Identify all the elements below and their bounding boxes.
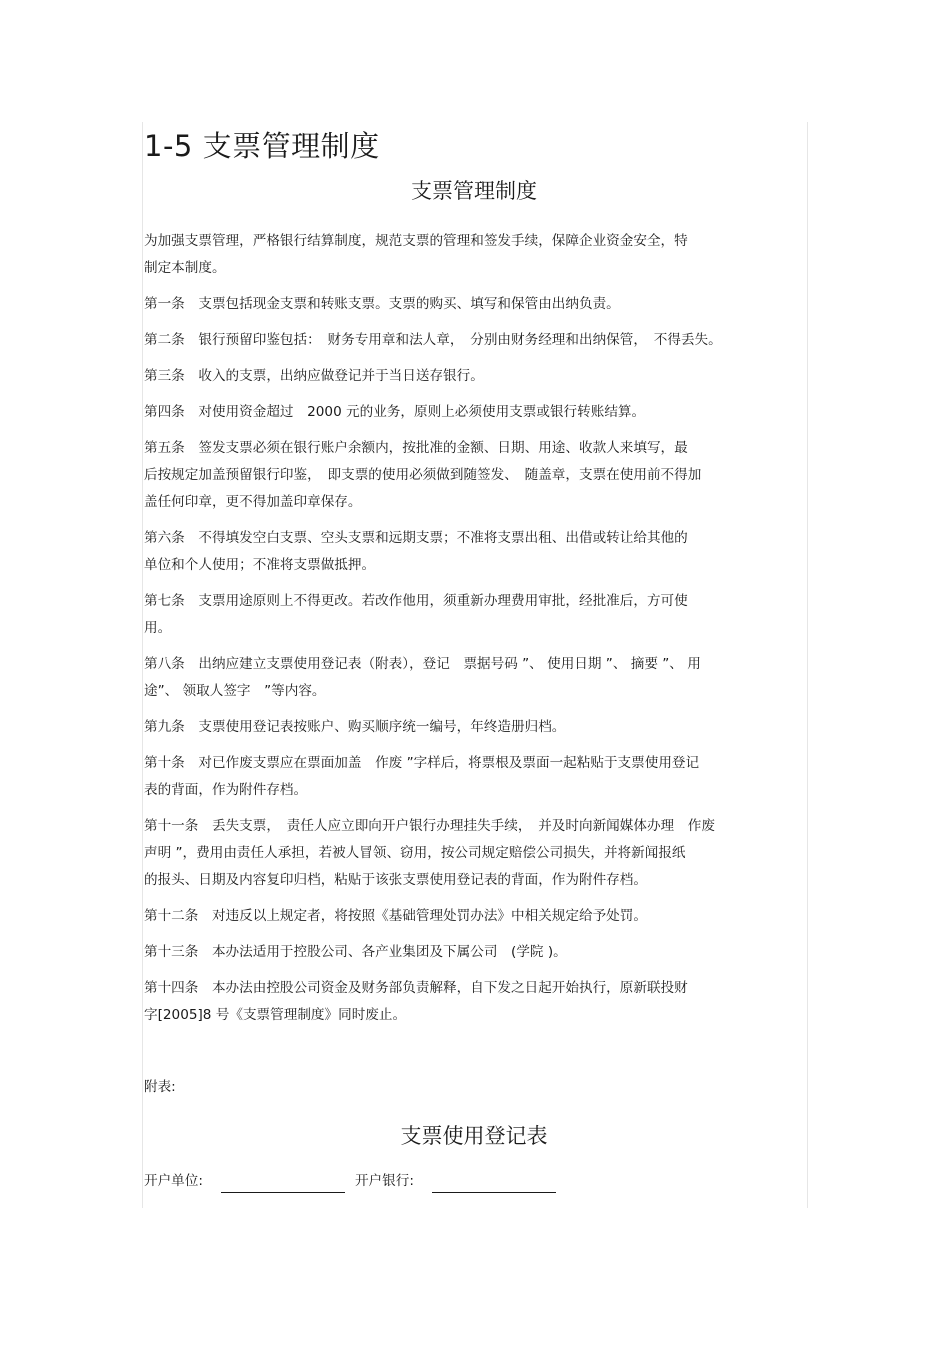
paragraph-article-3: 第三条 收入的支票，出纳应做登记并于当日送存银行。 (144, 368, 484, 384)
account-fields-row (144, 1169, 804, 1193)
paragraph-article-5: 第五条 签发支票必须在银行账户余额内，按批准的金额、日期、用途、收款人来填写，最 后按规定加盖预留银行印鉴， 即支票的使用必须做到随签发、 随盖章，支票在使用前不得加 盖任何印章，更不得加盖印章保存。 (144, 440, 702, 510)
account-bank-label: 开户银行: (354, 1173, 414, 1189)
paragraph-article-4: 第四条 对使用资金超过 2000 元的业务，原则上必须使用支票或银行转账结算。 (144, 404, 646, 420)
paragraph-article-13: 第十三条 本办法适用于控股公司、各产业集团及下属公司 (学院 )。 (144, 944, 567, 960)
document-title: 支票管理制度 (411, 179, 537, 203)
paragraph-article-11: 第十一条 丢失支票， 责任人应立即向开户银行办理挂失手续， 并及时向新闻媒体办理 作废 声明 ”，费用由责任人承担，若被人冒领、窃用，按公司规定赔偿公司损失，并将新闻报纸 的报头、日期及内容复印归档，粘贴于该张支票使用登记表的背面，作为附件存档。 (144, 818, 715, 888)
account-unit-label: 开户单位: (144, 1173, 203, 1189)
paragraph-article-7: 第七条 支票用途原则上不得更改。若改作他用，须重新办理费用审批，经批准后，方可使 用。 (144, 593, 688, 636)
paragraph-article-1: 第一条 支票包括现金支票和转账支票。支票的购买、填写和保管由出纳负责。 (144, 296, 620, 312)
section-heading: 1-5 支票管理制度 (144, 129, 380, 163)
document-body (144, 126, 804, 1193)
paragraph-article-8: 第八条 出纳应建立支票使用登记表（附表），登记 票据号码 ”、 使用日期 ”、 摘要 ”、 用 途”、 领取人签字 ”等内容。 (144, 656, 701, 699)
paragraph-preamble: 为加强支票管理，严格银行结算制度，规范支票的管理和签发手续，保障企业资金安全，特 制定本制度。 (144, 233, 688, 276)
spacer (144, 1038, 804, 1074)
paragraph-article-14: 第十四条 本办法由控股公司资金及财务部负责解释，自下发之日起开始执行，原新联投财 字[2005]8 号《支票管理制度》同时废止。 (144, 980, 688, 1023)
paragraph-article-12: 第十二条 对违反以上规定者，将按照《基础管理处罚办法》中相关规定给予处罚。 (144, 908, 647, 924)
appendix-label: 附表: (144, 1079, 176, 1095)
paragraph-article-9: 第九条 支票使用登记表按账户、购买顺序统一编号，年终造册归档。 (144, 719, 566, 735)
paragraph-article-2: 第二条 银行预留印鉴包括： 财务专用章和法人章， 分别由财务经理和出纳保管， 不得丢失。 (144, 332, 722, 348)
paragraph-article-10: 第十条 对已作废支票应在票面加盖 作废 ”字样后，将票根及票面一起粘贴于支票使用登记 表的背面，作为附件存档。 (144, 755, 700, 798)
account-bank-blank[interactable] (432, 1174, 556, 1193)
register-table-title: 支票使用登记表 (400, 1124, 548, 1148)
paragraph-article-6: 第六条 不得填发空白支票、空头支票和远期支票；不准将支票出租、出借或转让给其他的 单位和个人使用；不准将支票做抵押。 (144, 530, 688, 573)
account-unit-blank[interactable] (221, 1174, 345, 1193)
